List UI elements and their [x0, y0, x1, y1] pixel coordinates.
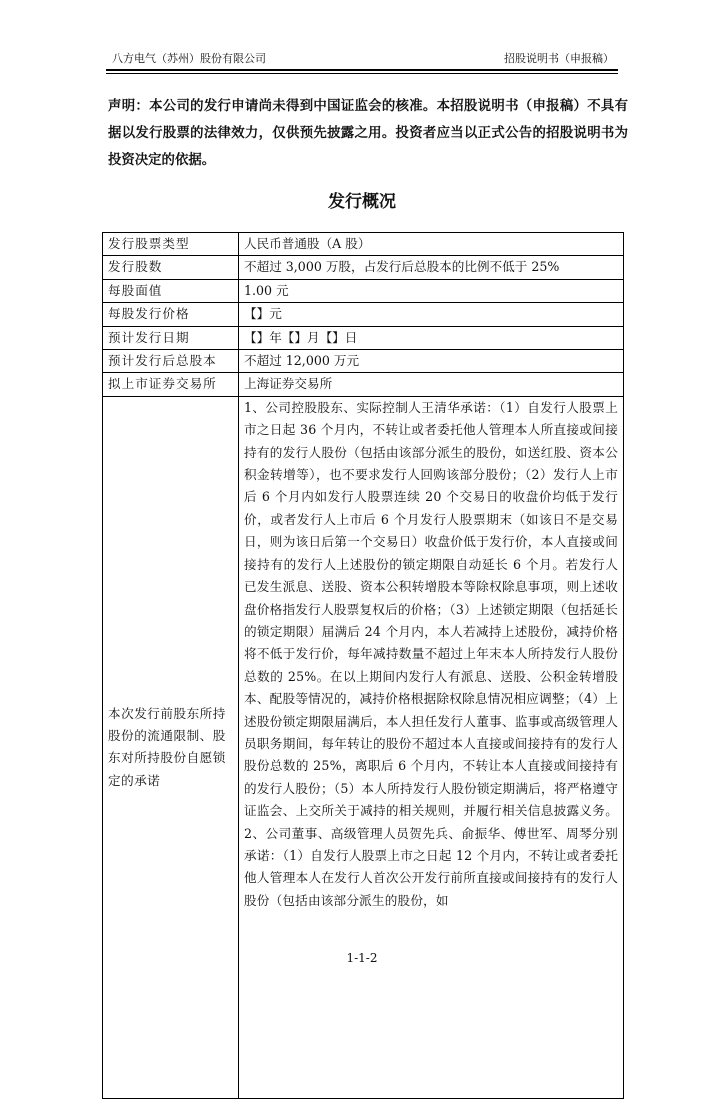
lockup-label: 本次发行前股东所持股份的流通限制、股东对所持股份自愿锁定的承诺 [103, 396, 239, 1098]
page-header [106, 50, 618, 68]
row-value: 人民币普通股（A 股） [239, 233, 624, 256]
row-value: 【】元 [239, 303, 624, 326]
header-rule-thin [106, 73, 618, 74]
header-rule-thick [106, 69, 618, 71]
row-value: 【】年【】月【】日 [239, 326, 624, 349]
declaration-paragraph: 声明：本公司的发行申请尚未得到中国证监会的核准。本招股说明书（申报稿）不具有据以发行股票的法律效力，仅供预先披露之用。投资者应当以正式公告的招股说明书为投资决定的依据。 [108, 99, 628, 168]
table-row [103, 326, 624, 349]
row-label: 每股面值 [103, 279, 239, 302]
table-row [103, 279, 624, 302]
table-row-lockup [103, 396, 624, 1098]
offering-overview-table [102, 232, 624, 1099]
row-value: 1.00 元 [239, 279, 624, 302]
table-row [103, 256, 624, 279]
row-label: 拟上市证券交易所 [103, 373, 239, 396]
header-company-name: 八方电气（苏州）股份有限公司 [112, 52, 266, 65]
header-document-type: 招股说明书（申报稿） [504, 52, 614, 65]
section-title: 发行概况 [328, 192, 396, 212]
table-row [103, 350, 624, 373]
page-number: 1-1-2 [346, 951, 378, 965]
table-row [103, 233, 624, 256]
lockup-commitment-cell [239, 396, 624, 1098]
row-value: 不超过 12,000 万元 [239, 350, 624, 373]
row-label: 发行股票类型 [103, 233, 239, 256]
lockup-commitment-text: 1、公司控股股东、实际控制人王清华承诺：（1）自发行人股票上市之日起 36 个月内，不转让或者委托他人管理本人所直接或间接持有的发行人股份（包括由该部分派生的股份，如送红股、资本公积金转增等），也不要求发行人回购该部分股份；（2）发行人上市后 6 个月内如发行人股票连续 20 个交易日的收盘价均低于发行价，或者发行人上市后 6 个月发行人股票期末（如该日不是交易日，则为该日后第一个交易日）收盘价低于发行价，本人直接或间接持有的发行人上述股份的锁定期限自动延长 6 个月。若发行人已发生派息、送股、资本公积转增股本等除权除息事项，则上述收盘价格指发行人股票复权后的价格；（3）上述锁定期限（包括延长的锁定期限）届满后 24 个月内，本人若减持上述股份，减持价格将不低于发行价，每年减持数量不超过上年末本人所持发行人股份总数的 25%。在以上期间内发行人有派息、送股、公积金转增股本、配股等情况的，减持价格根据除权除息情况相应调整；（4）上述股份锁定期限届满后，本人担任发行人董事、监事或高级管理人员职务期间，每年转让的股份不超过本人直接或间接持有的发行人股份总数的 25%，离职后 6 个月内，不转让本人直接或间接持有的发行人股份；（5）本人所持发行人股份锁定期满后，将严格遵守证监会、上交所关于减持的相关规则，并履行相关信息披露义务。2、公司董事、高级管理人员贺先兵、俞振华、傅世军、周琴分别承诺：（1）自发行人股票上市之日起 12 个月内，不转让或者委托他人管理本人在发行人首次公开发行前所直接或间接持有的发行人股份（包括由该部分派生的股份，如 [244, 399, 618, 908]
row-value: 上海证券交易所 [239, 373, 624, 396]
row-label: 发行股数 [103, 256, 239, 279]
row-label: 预计发行日期 [103, 326, 239, 349]
table-row [103, 373, 624, 396]
row-label: 每股发行价格 [103, 303, 239, 326]
table-row [103, 303, 624, 326]
row-value: 不超过 3,000 万股，占发行后总股本的比例不低于 25% [239, 256, 624, 279]
row-label: 预计发行后总股本 [103, 350, 239, 373]
